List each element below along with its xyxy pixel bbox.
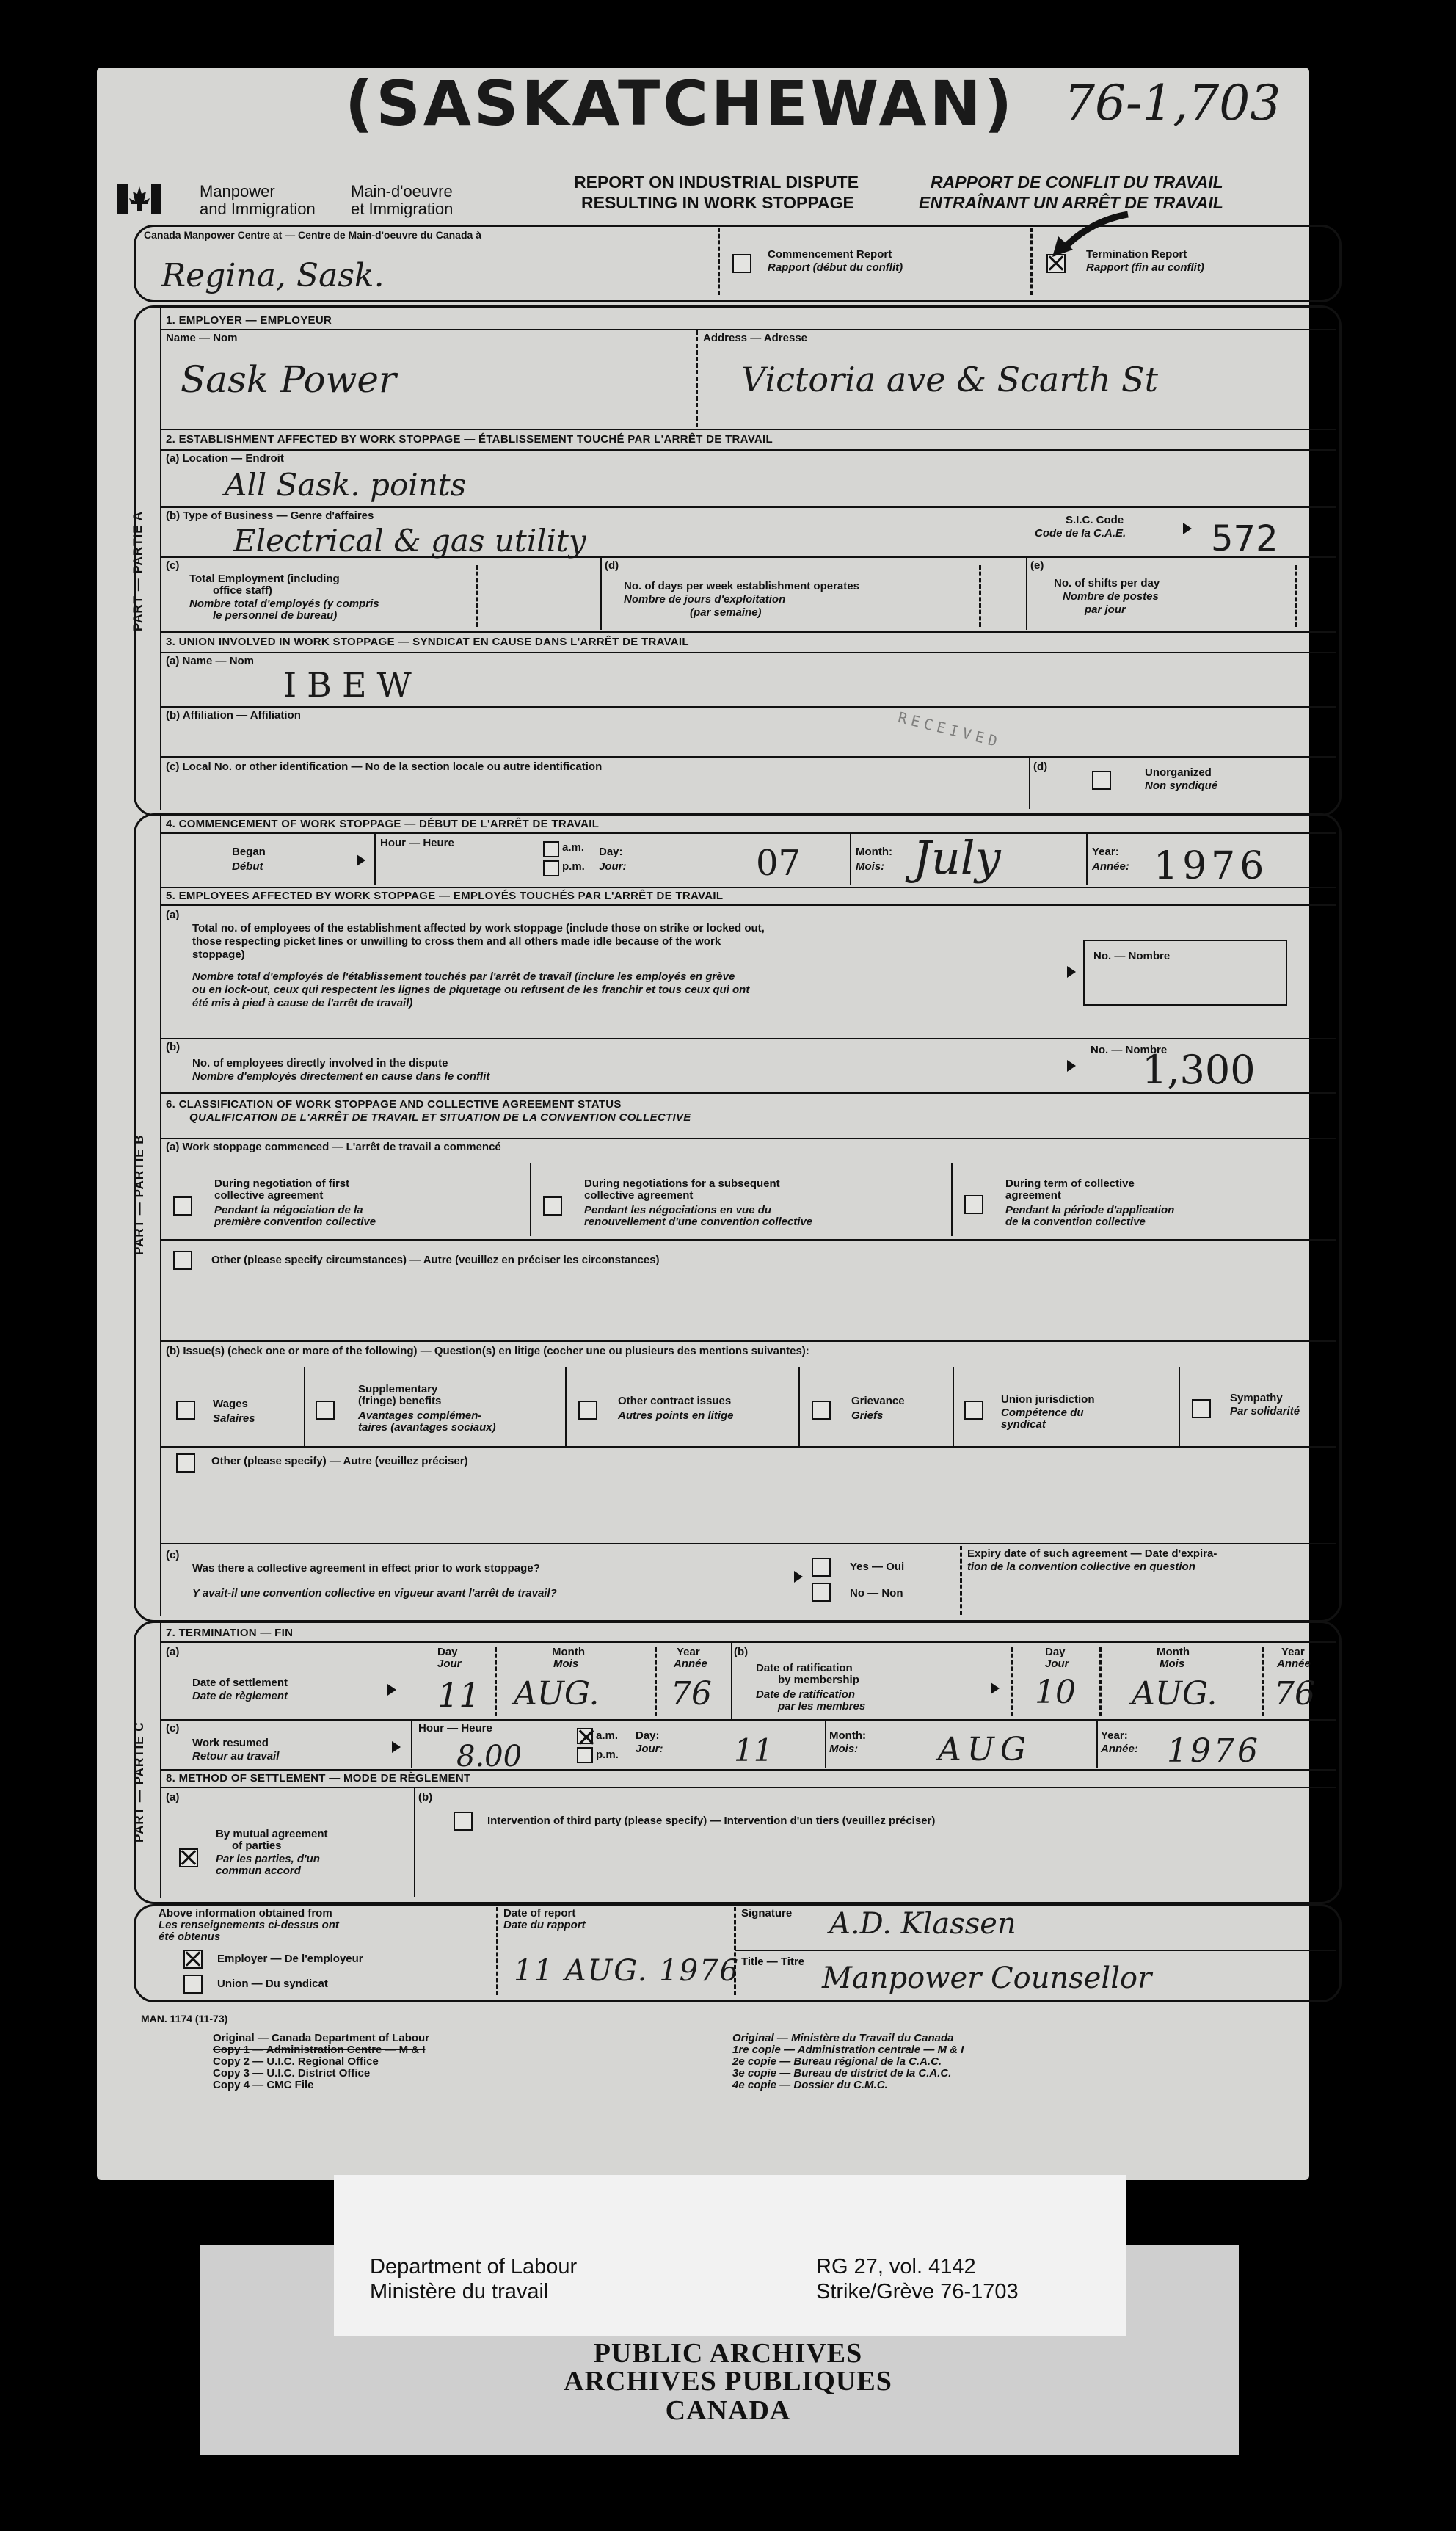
distribution-fr-2: 2e copie — Bureau régional de la C.A.C.: [732, 2055, 942, 2068]
s6-opt1-4: première convention collective: [214, 1216, 376, 1228]
no-checkbox[interactable]: [812, 1583, 831, 1602]
s2-sic-label-1: S.I.C. Code: [1066, 514, 1124, 526]
s3-affiliation-label: (b) Affiliation — Affiliation: [166, 709, 301, 722]
third-party-label: Intervention of third party (please specify) — Intervention d'un tiers (veuillez préciser): [487, 1815, 936, 1827]
s6-title-1: 6. CLASSIFICATION OF WORK STOPPAGE AND COLLECTIVE AGREEMENT STATUS: [166, 1098, 622, 1111]
s7-c-arrow: [392, 1741, 401, 1753]
contract-label-fr: Autres points en litige: [618, 1409, 734, 1422]
s4-div-2: [850, 834, 851, 885]
other-issue-label: Other (please specify) — Autre (veuillez préciser): [211, 1455, 468, 1467]
s2-location-value: All Sask. points: [225, 467, 467, 503]
distribution-en-2: Copy 2 — U.I.C. Regional Office: [213, 2055, 379, 2068]
s5-top-rule: [161, 887, 1336, 888]
s6-a-div-1: [530, 1163, 531, 1236]
s7-pm: p.m.: [596, 1749, 619, 1761]
s3-name-label: (a) Name — Nom: [166, 655, 255, 667]
s2-location-label: (a) Location — Endroit: [166, 452, 284, 465]
s2-employment-4: le personnel de bureau): [213, 609, 338, 622]
s6-opt3-3: Pendant la période d'application: [1005, 1204, 1175, 1216]
signature-label: Signature: [741, 1907, 793, 1920]
s7-b-day-h: Day: [1045, 1646, 1066, 1658]
s2-days-2: Nombre de jours d'exploitation: [624, 593, 786, 606]
commencement-label-fr: Rapport (début du conflit): [768, 261, 903, 274]
dept-name-fr-2: et Immigration: [351, 200, 454, 218]
employer-source-checkbox[interactable]: [183, 1950, 203, 1969]
archive-ref-1: RG 27, vol. 4142: [816, 2255, 976, 2278]
s6-opt2-4: renouvellement d'une convention collective: [584, 1216, 813, 1228]
s2-days-3: (par semaine): [690, 606, 762, 619]
s2-shifts-3: par jour: [1085, 603, 1126, 616]
s6-a-label: (a) Work stoppage commenced — L'arrêt de travail a commencé: [166, 1141, 501, 1153]
s2-employment-3: Nombre total d'employés (y compris: [189, 598, 379, 610]
s2-employment-1: Total Employment (including: [189, 573, 340, 585]
s7-ratif-day: 10: [1035, 1674, 1076, 1711]
s3-local-label: (c) Local No. or other identification — No de la section locale ou autre identification: [166, 760, 603, 773]
s5-a-fr-3: été mis à pied à cause de l'arrêt de travail): [192, 997, 413, 1009]
report-date-label-2: Date du rapport: [503, 1919, 586, 1931]
mutual-1: By mutual agreement: [216, 1828, 328, 1840]
third-party-checkbox[interactable]: [454, 1812, 473, 1831]
s7-settlement-2: Date de règlement: [192, 1690, 288, 1702]
s6-c-arrow: [794, 1571, 803, 1583]
s5-rule: [161, 904, 1336, 906]
s4-rule: [161, 832, 1336, 834]
s7-year-label: Year:: [1101, 1729, 1128, 1742]
s4-year-label: Year:: [1092, 846, 1119, 858]
s7-ab-divider: [731, 1643, 732, 1719]
s5-a-en-2: those respecting picket lines or unwilling to cross them and all others made idle because of the work: [192, 935, 721, 948]
s7-b-arrow: [991, 1682, 1000, 1694]
jurisdiction-label-fr-2: syndicat: [1001, 1418, 1046, 1431]
s2-shifts-1: No. of shifts per day: [1054, 577, 1160, 589]
s7-day-label: Day:: [636, 1729, 660, 1742]
issue-div-2: [565, 1367, 567, 1446]
footer-div-2: [734, 1907, 736, 1995]
s8-top-rule: [161, 1769, 1336, 1771]
s7-hour-label: Hour — Heure: [418, 1722, 492, 1735]
s7-b-year-h: Year: [1281, 1646, 1305, 1658]
s7-c-div-2: [825, 1721, 826, 1768]
s7-day-value: 11: [734, 1732, 774, 1768]
s8-rule: [161, 1787, 1336, 1788]
s2-c-field: [476, 565, 478, 627]
part-a-label: PART — PARTIE A: [131, 511, 145, 631]
s6-opt3-2: agreement: [1005, 1189, 1061, 1202]
issue-div-4: [953, 1367, 954, 1446]
union-source-checkbox[interactable]: [183, 1975, 203, 1994]
supp-label-4: taires (avantages sociaux): [358, 1421, 496, 1434]
s3-name-value: IBEW: [283, 665, 422, 705]
s7-b-month-h: Month: [1157, 1646, 1190, 1658]
s7-ratif-2: by membership: [778, 1674, 859, 1686]
s6-c-marker: (c): [166, 1549, 180, 1561]
report-title-fr-2: ENTRAÎNANT UN ARRÊT DE TRAVAIL: [919, 193, 1223, 212]
cmc-label: Canada Manpower Centre at — Centre de Main-d'oeuvre du Canada à: [144, 229, 481, 241]
s6-rule-5: [161, 1543, 1336, 1544]
file-number-handwritten: 76-1,703: [1064, 75, 1281, 131]
s5-a-fr-2: ou en lock-out, ceux qui respectent les lignes de piquetage ou refusent de les franchir et tous ceux qui ont: [192, 984, 750, 996]
source-label-2: Les renseignements ci-dessus ont: [159, 1919, 339, 1931]
report-date-value: 11 AUG. 1976: [514, 1954, 740, 1988]
s6-opt1-1: During negotiation of first: [214, 1177, 350, 1190]
footer-div-1: [496, 1907, 498, 1995]
s4-month-label: Month:: [856, 846, 892, 858]
part-a-spine: [160, 307, 161, 810]
s7-c-div-1: [411, 1721, 412, 1768]
distribution-en-4: Copy 4 — CMC File: [213, 2079, 314, 2091]
distribution-en-0: Original — Canada Department of Labour: [213, 2032, 430, 2044]
s7-month-label-fr: Mois:: [829, 1743, 859, 1755]
s2-rule-2: [161, 506, 1336, 508]
footer-sig-rule: [735, 1950, 1336, 1951]
archive-footer-3: CANADA: [665, 2395, 791, 2426]
s7-settle-year: 76: [671, 1675, 712, 1713]
sympathy-label: Sympathy: [1230, 1392, 1283, 1404]
received-stamp-text: RECEIVED: [896, 708, 1004, 752]
s7-ratif-year: 76: [1274, 1675, 1315, 1713]
s2-d-field: [979, 565, 981, 627]
s4-pm: p.m.: [562, 860, 585, 873]
s5-b-en: No. of employees directly involved in the dispute: [192, 1057, 448, 1070]
issue-div-3: [798, 1367, 800, 1446]
grievance-label-fr: Griefs: [851, 1409, 884, 1422]
s7-year-h: Year: [677, 1646, 700, 1658]
s7-b-div-2: [1262, 1647, 1264, 1716]
s7-ratif-month: AUG.: [1132, 1675, 1217, 1713]
s2-c-marker: (c): [166, 559, 180, 572]
grievance-label: Grievance: [851, 1395, 905, 1407]
s2-shifts-2: Nombre de postes: [1063, 590, 1159, 603]
s4-hour-label: Hour — Heure: [380, 837, 454, 849]
s7-a-div-2: [655, 1647, 657, 1716]
jurisdiction-label: Union jurisdiction: [1001, 1393, 1095, 1406]
s1-rule: [161, 329, 1336, 330]
s2-d-marker: (d): [605, 559, 619, 572]
s6-opt2-3: Pendant les négociations en vue du: [584, 1204, 772, 1216]
report-date-label-1: Date of report: [503, 1907, 576, 1920]
archive-footer-1: PUBLIC ARCHIVES: [593, 2338, 863, 2369]
s7-hour-value: 8.00: [456, 1740, 523, 1773]
unorganized-checkbox[interactable]: [1092, 771, 1111, 790]
s5-b-value: 1,300: [1142, 1047, 1256, 1093]
mutual-4: commun accord: [216, 1864, 301, 1877]
s6-top-rule: [161, 1092, 1336, 1094]
s4-year-label-fr: Année:: [1092, 860, 1129, 873]
s3-title: 3. UNION INVOLVED IN WORK STOPPAGE — SYNDICAT EN CAUSE DANS L'ARRÊT DE TRAVAIL: [166, 636, 689, 648]
s4-title: 4. COMMENCEMENT OF WORK STOPPAGE — DÉBUT DE L'ARRÊT DE TRAVAIL: [166, 818, 600, 830]
supp-checkbox[interactable]: [316, 1401, 335, 1420]
title-label: Title — Titre: [741, 1956, 805, 1968]
jurisdiction-label-fr-1: Compétence du: [1001, 1406, 1084, 1419]
s7-year-h-fr: Année: [674, 1657, 707, 1670]
yes-checkbox[interactable]: [812, 1558, 831, 1577]
s2-col-div-2: [1026, 558, 1027, 630]
s2-sic-value: 572: [1211, 518, 1278, 559]
archive-dept-en: Department of Labour: [370, 2255, 578, 2278]
s2-rule: [161, 449, 1336, 451]
s4-day-value: 07: [756, 843, 801, 884]
s6-opt1-checkbox[interactable]: [173, 1196, 192, 1216]
s7-b-day-h-fr: Jour: [1045, 1657, 1069, 1670]
s7-month-h-fr: Mois: [553, 1657, 579, 1670]
grievance-checkbox[interactable]: [812, 1401, 831, 1420]
form-number: MAN. 1174 (11-73): [141, 2013, 228, 2025]
s6-other-label: Other (please specify circumstances) — Autre (veuillez en préciser les circonstances): [211, 1254, 660, 1266]
s6-title-2: QUALIFICATION DE L'ARRÊT DE TRAVAIL ET SITUATION DE LA CONVENTION COLLECTIVE: [189, 1111, 691, 1124]
s3-rule-3: [161, 756, 1336, 758]
s6-c-divider: [960, 1546, 962, 1615]
s8-a-marker: (a): [166, 1791, 180, 1804]
s6-a-div-2: [951, 1163, 953, 1236]
s5-a-arrow: [1067, 966, 1076, 978]
s6-rule-3: [161, 1340, 1336, 1342]
no-label: No — Non: [850, 1587, 903, 1599]
part-b-label: PART — PARTIE B: [132, 1134, 146, 1255]
s7-month-label: Month:: [829, 1729, 866, 1742]
employer-source-label: Employer — De l'employeur: [217, 1953, 363, 1965]
s7-b-year-h-fr: Année: [1277, 1657, 1311, 1670]
s6-rule-2: [161, 1239, 1336, 1241]
s5-b-number-label: No. — Nombre: [1091, 1044, 1168, 1056]
s7-settlement-1: Date of settlement: [192, 1677, 288, 1689]
s7-a-div-1: [495, 1647, 497, 1716]
report-title-fr-1: RAPPORT DE CONFLIT DU TRAVAIL: [931, 173, 1223, 192]
s5-b-arrow: [1067, 1060, 1076, 1072]
province-handwritten-title: (SASKATCHEWAN): [345, 68, 1016, 139]
s7-c-div-3: [1096, 1721, 1098, 1768]
s4-day-label: Day:: [599, 846, 623, 858]
s7-settle-month: AUG.: [514, 1675, 600, 1713]
signature-value: A.D. Klassen: [829, 1907, 1016, 1941]
s7-day-h: Day: [437, 1646, 458, 1658]
s5-a-en-1: Total no. of employees of the establishment affected by work stoppage (include those on strike or locked out,: [192, 922, 765, 934]
s7-a-marker: (a): [166, 1646, 180, 1658]
sympathy-label-fr: Par solidarité: [1230, 1405, 1300, 1417]
s7-resumed-2: Retour au travail: [192, 1750, 280, 1762]
s1-name-value: Sask Power: [181, 358, 396, 401]
issue-div-1: [304, 1367, 305, 1446]
s7-am: a.m.: [596, 1729, 619, 1742]
issue-div-5: [1179, 1367, 1180, 1446]
distribution-en-3: Copy 3 — U.I.C. District Office: [213, 2067, 371, 2080]
expiry-label-1: Expiry date of such agreement — Date d'expira-: [967, 1547, 1217, 1560]
s6-opt3-1: During term of collective: [1005, 1177, 1135, 1190]
s5-title: 5. EMPLOYEES AFFECTED BY WORK STOPPAGE — EMPLOYÉS TOUCHÉS PAR L'ARRÊT DE TRAVAIL: [166, 890, 724, 902]
s7-year-label-fr: Année:: [1101, 1743, 1138, 1755]
s6-opt2-2: collective agreement: [584, 1189, 694, 1202]
s1-address-label: Address — Adresse: [703, 332, 808, 344]
commencement-checkbox[interactable]: [732, 254, 751, 273]
title-value: Manpower Counsellor: [822, 1961, 1152, 1995]
wages-checkbox[interactable]: [176, 1401, 195, 1420]
s6-opt1-2: collective agreement: [214, 1189, 324, 1202]
s8-title: 8. METHOD OF SETTLEMENT — MODE DE RÈGLEMENT: [166, 1772, 471, 1784]
s1-title: 1. EMPLOYER — EMPLOYEUR: [166, 314, 332, 327]
mutual-3: Par les parties, d'un: [216, 1853, 320, 1865]
s7-month-h: Month: [552, 1646, 585, 1658]
s3-d-marker: (d): [1033, 760, 1048, 773]
s1-address-value: Victoria ave & Scarth St: [741, 360, 1159, 399]
s6-opt2-1: During negotiations for a subsequent: [584, 1177, 780, 1190]
s5-a-number-label: No. — Nombre: [1093, 950, 1171, 962]
s4-began: Began: [232, 846, 266, 858]
s6-rule: [161, 1138, 1336, 1139]
s4-day-label-fr: Jour:: [599, 860, 627, 873]
s2-days-1: No. of days per week establishment operates: [624, 580, 859, 592]
s7-ratif-3: Date de ratification: [756, 1688, 856, 1701]
s2-business-label: (b) Type of Business — Genre d'affaires: [166, 509, 374, 522]
distribution-fr-3: 3e copie — Bureau de district de la C.A.C.: [732, 2067, 952, 2080]
cmc-divider-1: [718, 228, 720, 295]
cmc-value: Regina, Sask.: [161, 257, 385, 294]
source-label-3: été obtenus: [159, 1931, 221, 1943]
expiry-label-2: tion de la convention collective en question: [967, 1561, 1195, 1573]
termination-label-fr: Rapport (fin au conflit): [1086, 261, 1204, 274]
part-b-spine: [160, 815, 161, 1616]
s7-b-div-0: [1011, 1647, 1013, 1716]
s6-c-question-en: Was there a collective agreement in effect prior to work stoppage?: [192, 1562, 540, 1575]
s4-am: a.m.: [562, 841, 585, 854]
s7-b-month-h-fr: Mois: [1160, 1657, 1185, 1670]
s2-top-rule: [161, 429, 1336, 430]
contract-checkbox[interactable]: [578, 1401, 597, 1420]
s4-began-fr: Début: [232, 860, 263, 873]
union-source-label: Union — Du syndicat: [217, 1978, 328, 1990]
s7-b-div-1: [1099, 1647, 1102, 1716]
s5-a-en-3: stoppage): [192, 948, 245, 961]
distribution-fr-1: 1re copie — Administration centrale — M & I: [732, 2044, 964, 2056]
s5-a-marker: (a): [166, 909, 180, 921]
supp-label-3: Avantages complémen-: [358, 1409, 482, 1422]
s3-top-rule: [161, 631, 1336, 633]
mutual-agreement-checkbox[interactable]: [179, 1848, 198, 1867]
s7-pm-checkbox[interactable]: [577, 1747, 593, 1763]
part-c-label: PART — PARTIE C: [132, 1721, 146, 1842]
s7-b-marker: (b): [734, 1646, 749, 1658]
dept-name-en-2: and Immigration: [200, 200, 316, 218]
s4-month-label-fr: Mois:: [856, 860, 885, 873]
unorganized-label: Unorganized: [1145, 766, 1212, 779]
s6-opt3-4: de la convention collective: [1005, 1216, 1146, 1228]
s6-rule-4: [161, 1446, 1336, 1448]
s7-rule-2: [161, 1719, 1336, 1721]
s6-opt1-3: Pendant la négociation de la: [214, 1204, 363, 1216]
s7-month-value: AUG: [938, 1731, 1033, 1768]
commencement-label: Commencement Report: [768, 248, 892, 261]
s5-a-fr-1: Nombre total d'employés de l'établissement touchés par l'arrêt de travail (inclure les employés en grève: [192, 970, 735, 983]
s7-day-h-fr: Jour: [437, 1657, 462, 1670]
yes-label: Yes — Oui: [850, 1561, 905, 1573]
s1-name-label: Name — Nom: [166, 332, 238, 344]
archive-ref-2: Strike/Grève 76-1703: [816, 2280, 1019, 2303]
s6-opt2-checkbox[interactable]: [543, 1196, 562, 1216]
archive-footer-2: ARCHIVES PUBLIQUES: [564, 2366, 892, 2397]
s5-b-fr: Nombre d'employés directement en cause dans le conflit: [192, 1070, 490, 1083]
sympathy-checkbox[interactable]: [1192, 1399, 1211, 1418]
s2-employment-2: office staff): [213, 584, 272, 597]
supp-label-2: (fringe) benefits: [358, 1395, 442, 1407]
s7-ratif-4: par les membres: [778, 1700, 866, 1713]
distribution-en-1: Copy 1 — Administration Centre — M & I: [213, 2044, 426, 2056]
s7-settle-day: 11: [437, 1675, 481, 1715]
s3-rule-2: [161, 706, 1336, 708]
canada-flag-logo: [117, 184, 161, 214]
unorganized-label-fr: Non syndiqué: [1145, 780, 1218, 792]
dept-name-fr-1: Main-d'oeuvre: [351, 182, 453, 200]
s2-sic-arrow: [1183, 523, 1192, 534]
cmc-divider-2: [1030, 228, 1033, 295]
s4-month-value: July: [913, 831, 1001, 885]
distribution-fr-4: 4e copie — Dossier du C.M.C.: [732, 2079, 888, 2091]
s4-pm-checkbox[interactable]: [543, 860, 559, 876]
s4-arrow: [357, 854, 365, 866]
s3-rule: [161, 652, 1336, 653]
s8-b-marker: (b): [418, 1791, 433, 1804]
contract-label: Other contract issues: [618, 1395, 732, 1407]
source-label-1: Above information obtained from: [159, 1907, 332, 1920]
s2-rule-3: [161, 556, 1336, 558]
s6-other-checkbox[interactable]: [173, 1251, 192, 1270]
s2-business-value: Electrical & gas utility: [233, 523, 586, 559]
s2-e-field: [1295, 565, 1297, 627]
s2-sic-label-2: Code de la C.A.E.: [1035, 527, 1126, 540]
s1-divider: [696, 330, 698, 427]
s7-ratif-1: Date of ratification: [756, 1662, 853, 1674]
s5-b-marker: (b): [166, 1041, 181, 1053]
s8-ab-divider: [414, 1788, 415, 1897]
jurisdiction-checkbox[interactable]: [964, 1401, 983, 1420]
s7-title: 7. TERMINATION — FIN: [166, 1627, 294, 1639]
distribution-fr-0: Original — Ministère du Travail du Canada: [732, 2032, 954, 2044]
s4-year-value: 1976: [1154, 844, 1269, 888]
archive-dept-fr: Ministère du travail: [370, 2280, 549, 2303]
s4-am-checkbox[interactable]: [543, 841, 559, 857]
s7-rule: [161, 1641, 1336, 1643]
wages-label-fr: Salaires: [213, 1412, 255, 1425]
s2-title: 2. ESTABLISHMENT AFFECTED BY WORK STOPPAGE — ÉTABLISSEMENT TOUCHÉ PAR L'ARRÊT DE TRAVAIL: [166, 433, 773, 446]
s2-col-div-1: [600, 558, 602, 630]
s6-b-label: (b) Issue(s) (check one or more of the following) — Question(s) en litige (cocher une ou plusieurs des mentions suivantes):: [166, 1345, 809, 1357]
mutual-2: of parties: [232, 1840, 282, 1852]
wages-label: Wages: [213, 1398, 248, 1410]
s7-day-label-fr: Jour:: [636, 1743, 663, 1755]
s7-a-arrow: [387, 1684, 396, 1696]
s5-rule-2: [161, 1038, 1336, 1039]
s7-year-value: 1976: [1167, 1732, 1261, 1770]
s6-c-question-fr: Y avait-il une convention collective en vigueur avant l'arrêt de travail?: [192, 1587, 557, 1599]
s4-div-3: [1086, 834, 1088, 885]
supp-label-1: Supplementary: [358, 1383, 438, 1395]
s6-opt3-checkbox[interactable]: [964, 1195, 983, 1214]
s3-d-divider: [1029, 758, 1030, 809]
part-c-spine: [160, 1622, 161, 1898]
report-title-en-1: REPORT ON INDUSTRIAL DISPUTE: [574, 173, 859, 192]
s7-c-marker: (c): [166, 1722, 180, 1735]
s7-am-checkbox[interactable]: [577, 1728, 593, 1744]
s2-e-marker: (e): [1030, 559, 1044, 572]
other-issue-checkbox[interactable]: [176, 1453, 195, 1473]
s7-resumed-1: Work resumed: [192, 1737, 269, 1749]
termination-label: Termination Report: [1086, 248, 1187, 261]
s4-div-1: [374, 834, 376, 885]
dept-name-en-1: Manpower: [200, 182, 275, 200]
report-title-en-2: RESULTING IN WORK STOPPAGE: [581, 193, 854, 212]
